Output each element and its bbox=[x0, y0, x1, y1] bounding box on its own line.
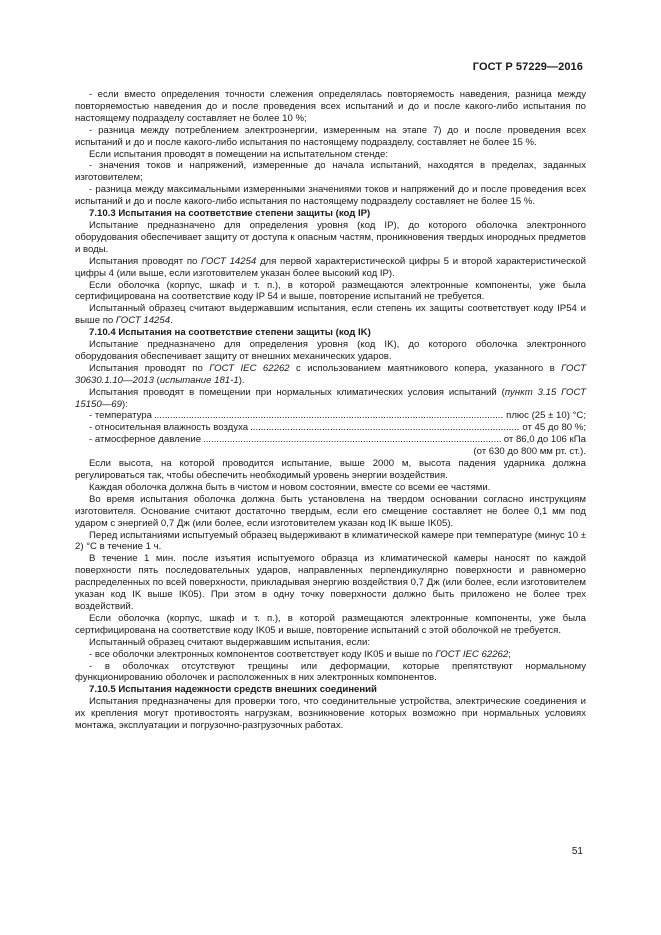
text-run: для первой характеристической цифры 5 и второй характеристической цифры 4 (или выше, если изготовителем указан более высокий код IP). bbox=[75, 255, 586, 279]
paragraph-ik-conditions bbox=[75, 387, 586, 411]
condition-humidity bbox=[75, 422, 586, 434]
condition-pressure-mmhg: (от 630 до 800 мм рт. ст.). bbox=[473, 446, 586, 458]
condition-label: - относительная влажность воздуха bbox=[89, 422, 249, 434]
paragraph-ik-purpose: Испытание предназначено для определения уровня (код IK), до которого оболочка электронного оборудования обеспечивает защиту от внешних механических ударов. bbox=[75, 339, 586, 362]
condition-value: от 45 до 80 %; bbox=[522, 422, 586, 434]
page-number: 51 bbox=[571, 846, 583, 857]
text-run: ( bbox=[153, 374, 160, 386]
paragraph-altitude: Если высота, на которой проводится испытание, выше 2000 м, высота падения ударника должна регулироваться так, чтобы обеспечить необходимый уровень энергии воздействия. bbox=[75, 458, 586, 481]
document-standard-header: ГОСТ Р 57229—2016 bbox=[472, 61, 583, 73]
condition-value: от 86,0 до 106 кПа bbox=[503, 434, 586, 446]
paragraph-ip-certified: Если оболочка (корпус, шкаф и т. п.), в которой размещаются электронные компоненты, уже была сертифицирована на соответствие коду IP 54 и выше, повторение испытаний не требуется. bbox=[75, 279, 586, 303]
paragraph-ik-certified: Если оболочка (корпус, шкаф и т. п.), в которой размещаются электронные компоненты, уже была сертифицирована на соответствие коду IK05 и выше, повторение испытаний с этой оболочкой не требуется. bbox=[75, 612, 586, 636]
standard-reference: ГОСТ IEC 62262 bbox=[209, 362, 290, 374]
text-run: Испытания проводят в помещении при нормальных климатических условия испытаний ( bbox=[89, 386, 505, 398]
paragraph-ip-pass-criteria bbox=[75, 303, 586, 327]
paragraph-connections-purpose: Испытания предназначены для проверки того, что соединительные устройства, электрические соединения и их крепления могут противостоять нагрузкам, возникновение которых возможно при нормальных условиях монтажа, эксплуатации и погрузочно-разгрузочных работах. bbox=[75, 696, 586, 732]
paragraph-current-voltage-difference: - разница между максимальными измеренными значениями токов и напряжений до и после проведения всех испытаний и до и после какого-либо испытания по настоящему подразделу составляет не более 15 %. bbox=[75, 184, 586, 208]
section-heading-7-10-3: 7.10.3 Испытания на соответствие степени защиты (код IP) bbox=[89, 208, 371, 220]
condition-temperature bbox=[75, 410, 586, 422]
paragraph-current-voltage-limits: - значения токов и напряжений, измеренные до начала испытаний, находятся в пределах, заданных изготовителем; bbox=[75, 160, 586, 184]
paragraph-impacts: В течение 1 мин. после изъятия испытуемого образца из климатической камеры наносят по каждой поверхности пять последовательных ударов, направленных перпендикулярно поверхности и равномерно распределенных по всей поверхности, прикладывая энергию воздействия 0,7 Дж (или более, если изготовителем указан код IK выше IK05). При этом в одну точку поверхности должно быть приложено не более трех воздействий. bbox=[75, 553, 586, 612]
text-run: ; bbox=[508, 648, 511, 660]
paragraph-ik05-compliance bbox=[75, 649, 586, 661]
paragraph-ip-method bbox=[75, 256, 586, 280]
standard-reference: ГОСТ IEC 62262 bbox=[435, 648, 509, 660]
condition-label: - атмосферное давление bbox=[89, 434, 202, 446]
section-heading-7-10-5: 7.10.5 Испытания надежности средств внешних соединений bbox=[89, 684, 377, 696]
paragraph-enclosure-state: Каждая оболочка должна быть в чистом и новом состоянии, вместе со всеми ее частями. bbox=[89, 481, 491, 493]
text-run: Испытания проводят по bbox=[89, 255, 202, 267]
text-run: Испытанный образец считают выдержавшим испытания, если степень их защиты соответствует коду IP54 и выше по bbox=[75, 303, 586, 327]
paragraph-mounting: Во время испытания оболочка должна быть установлена на твердом основании согласно инструкциям изготовителя. Основание считают достаточно твердым, если его смещение составляет не более 0,1 мм под ударом с энергией 0,7 Дж (или более, если изготовителем указан код IK выше IK05). bbox=[75, 493, 586, 529]
standard-reference: ГОСТ 14254 bbox=[201, 255, 257, 267]
standard-reference: ГОСТ 30630.1.10—2013 bbox=[75, 362, 586, 386]
paragraph-power-consumption: - разница между потреблением электроэнергии, измеренным на этапе 7) до и после проведения всех испытаний и до и после какого-либо испытания по настоящему подразделу, составляет не более 15 %. bbox=[75, 124, 586, 148]
paragraph-ik-method bbox=[75, 363, 586, 387]
dot-leader bbox=[203, 434, 502, 446]
paragraph-ip-purpose: Испытание предназначено для определения уровня (код IP), до которого оболочка электронного оборудования обеспечивает защиту от доступа к опасным частям, проникновения твердых инородных предметов и воды. bbox=[75, 219, 586, 255]
condition-value: плюс (25 ± 10) °С; bbox=[506, 410, 586, 422]
paragraph-no-cracks: - в оболочках отсутствуют трещины или деформации, которые препятствуют нормальному функционированию оболочек и расположенных в них электронных компонентов. bbox=[75, 660, 586, 684]
paragraph-indoor-test: Если испытания проводят в помещении на испытательном стенде: bbox=[89, 148, 389, 160]
paragraph-tracking-repeatability: - если вместо определения точности слежения определялась повторяемость наведения, разница между повторяемостью наведения до и после проведения всех испытаний и до и после какого-либо испытания по настоящему подразделу составляет не более 10 %; bbox=[75, 89, 586, 124]
dot-leader bbox=[250, 422, 520, 434]
condition-pressure bbox=[75, 434, 586, 446]
text-run: Испытания проводят по bbox=[89, 362, 210, 374]
document-body bbox=[75, 89, 586, 732]
text-run: - все оболочки электронных компонентов соответствует коду IK05 и выше по bbox=[89, 648, 436, 660]
standard-reference: пункт 3.15 ГОСТ 15150—69 bbox=[75, 386, 586, 410]
text-run: ): bbox=[121, 398, 128, 410]
text-run: ). bbox=[238, 374, 245, 386]
section-heading-7-10-4: 7.10.4 Испытания на соответствие степени защиты (код IK) bbox=[89, 327, 371, 339]
text-run: . bbox=[170, 315, 173, 327]
dot-leader bbox=[154, 410, 504, 422]
paragraph-ik-pass-criteria: Испытанный образец считают выдержавшим испытания, если: bbox=[89, 636, 371, 648]
paragraph-climate-chamber: Перед испытаниями испытуемый образец выдерживают в климатической камере при температуре (минус 10 ± 2) °С в течение 1 ч. bbox=[75, 529, 586, 553]
standard-reference: испытание 181-1 bbox=[159, 374, 239, 386]
condition-label: - температура bbox=[89, 410, 152, 422]
standard-reference: ГОСТ 14254 bbox=[115, 315, 171, 327]
text-run: с использованием маятникового копера, указанного в bbox=[289, 362, 562, 374]
